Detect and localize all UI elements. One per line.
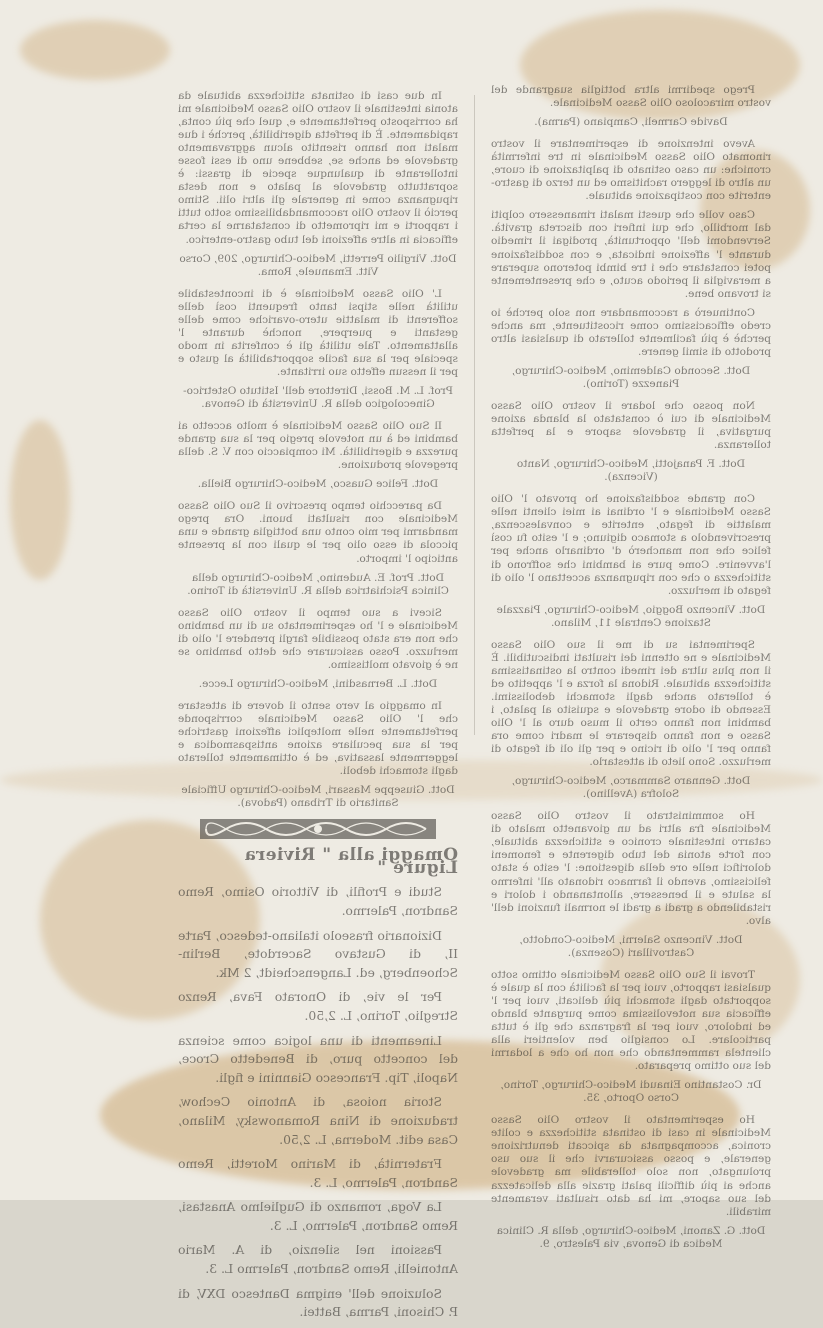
testimonial-text: Avevo intenzione di esperimentare il vostro rinomato Olio Sasso Medicinale in tre infermità croniche: un caso ostinato di palpitazione di cuore, un altro di leggero rachitismo ed un terzo di gastro-enterite con costipazione abituale. <box>491 138 771 203</box>
book-list-item: Storia noiosa, di Antonio Cechow, traduzione di Nina Romanowsky, Milano, Casa edit. Moderna, L. 2,50. <box>178 1094 458 1147</box>
signature: Dott. G. Zanoni, Medico-Chirurgo, della R. Clinica Medica di Genova, via Palestro, 9. <box>496 1224 766 1250</box>
signature: Dott. F. Panajotti, Medico-Chirurgo, Nanto (Vicenza). <box>516 458 746 484</box>
testimonial-text: Con grande soddisfazione ho provato l' Olio Sasso Medicinale e l' ordinai ai miei clienti nelle malattie di fegato, enterite e convalescenza, prescrivendolo a stomaco digiuno; e l' esito fu così felice che non mancherò d' ordinarlo anche per l'avvenire. Come pure ai bambini che soffrono di stitichezza o che con ripugnanza accettano l' olio di fegato di merluzzo. <box>491 493 771 597</box>
signature: Davide Carmeli, Campiano (Parma). <box>534 116 728 129</box>
testimonial-text: Prego spedirmi altra bottiglia suagrande del vostro miracoloso Olio Sasso Medicinale. <box>491 84 771 110</box>
signature: Dott. Gennaro Sammarco, Medico-Chirurgo, Solofra (Avellino). <box>511 775 751 801</box>
book-list-item: Per le vie, di Onorato Fava, Renzo Streglio, Torino, L. 2,50. <box>178 989 458 1023</box>
book-list-item: La Voga, romanzo di Guglielmo Anastasi, Remo Sandron, Palermo, L. 3. <box>178 1199 458 1233</box>
signature: Dott. Vincenzo Boggio, Medico-Chirurgo, Piazzale Stazione Centrale 11, Milano. <box>496 603 766 629</box>
testimonial-text: In due casi di ostinata stitichezza abituale da atonia intestinale il vostro Olio Sasso Medicinale mi ha corrisposto perfettamente e, quel che più conta, rapidamente. È di perfetta digeribilità, perchè i due malati non hanno risentito alcun aggravamento gradevole ed anche se, sebbene uno di essi fosse intollerante di qualunque specie di grassi: è soprattutto gradevole al palato e non desta ripugnanza come in generale gli altri olii. Stimo perciò il vostro Olio raccomandabilissimo sotto tutti i rapporti e mi riprometto di constatarne la certa efficacia in altre affezioni del tubo gastro-enterico. <box>178 90 458 246</box>
testimonial-text: Trovai il Suo Olio Sasso Medicinale ottimo sotto qualsiasi rapporto, vuoi per la facilità con la quale è sopportato dagli stomachi più delicati, vuoi per l' efficacia sua notevolissima come purgante blando ed indoloro, vuoi per la fragranza che gli è tutta particolare. Lo consiglio ben volentieri alla clientela rammentando che non ho che a lodarmi del suo ottimo preparato. <box>491 968 771 1073</box>
testimonial-text: Sicevi a suo tempo il vostro Olio Sasso Medicinale e l' ho esperimentato su di un bambino che non era stato possibile fargli prendere l' olio di merluzzo. Posso assicurare che detto bambino se ne è giovato moltissimo. <box>178 606 458 671</box>
signature: Dr. Costantino Einaudi Medico-Chirurgo, Torino, Corso Oporto, 35. <box>500 1079 762 1105</box>
ornament-divider <box>200 819 436 839</box>
testimonial-text: Il Suo Olio Sasso Medicinale è molto accetto ai bambini ed à un notevole pregio per la sua grande purezza e digeribilità. Mi compiaccio con V. S. della pregevole produzione. <box>178 420 458 472</box>
book-list-item: Passioni nel silenzio, di A. Mario Antonielli, Remo Sandron, Palermo L. 3. <box>178 1242 458 1277</box>
testimonial-text: Non posso che lodare il vostro Olio Sasso Medicinale di cui ò constatato la blanda azione purgativa, il gradevole sapore e la perfetta tolleranza. <box>491 399 771 452</box>
signature: Dott. Vincenzo Salerni, Medico-Condotto, Castrovillari (Cosenza). <box>519 933 743 959</box>
book-list-item: Soluzione dell' enigma Dantesco DXV, di P. Chisoni, Parma, Battei. <box>178 1285 458 1320</box>
signature: Dott. Prof. E. Audenino, Medico-Chirurgo della Clinica Psichiatrica della R. Università di Torino. <box>187 571 449 597</box>
signature: Dott. Felice Guasco, Medico-Chirurgo Biella. <box>197 478 439 491</box>
testimonial-text: Sperimentai su di me il suo Olio Sasso Medicinale e ne ottenni dei risultati indiscutibili. È il non plus ultra dei rimedi contro la ostinatissima stitichezza abituale. Ridona la forza e l' appetito ed è tollerato anche dagli stomachi debolissimi. Essendo di odore gradevole e squisito al palato, i bambini non fanno certo il muso duro al l' Olio Sasso e non fanno disperare le madri come ora fanno per l' olio di ricino e per gli oli di fegato di merluzzo. Sono lieto di attestarlo. <box>491 638 771 769</box>
right-column <box>178 90 458 1328</box>
testimonial-text: Caso volle che questi malati rimanessero colpiti dal morbillo, che qui infieri con discreta gravità. Servendomi dell' opportunità, prodigai il rimedio durante l' affezione indicata, e con soddisfazione potei constatare che i tre bimbi poterono superare a meraviglia il periodo acuto, e che presentemente si trovano bene. <box>491 209 771 300</box>
signature: Dott. L. Bernasdini, Medico-Chirurgo Lecce. <box>198 677 438 690</box>
testimonial-text: Ho somministrato il vostro Olio Sasso Medicinale fra altri ad un giovanetto malato di catarro intestinale cronico e stitichezza abituale, con forte atonia del tubo digerente e fenomeni dolorifici nelle ore della digestione: l' esito è stato felicissimo, avendo il farmaco ridonato all' infermo la salute e il benessere, allontanando i dolori e ristabilendo a gradi a gradi le normali funzioni dell' alvo. <box>491 810 771 927</box>
testimonial-text: Continuerò a raccomandare non solo perchè io credo efficacissimo come ricostituente, ma anche perchè è più facilmente tollerato di qualsiasi altro prodotto di simil genere. <box>491 306 771 358</box>
column-rule <box>474 95 475 735</box>
book-list-item: Fraternità, di Marino Moretti, Remo Sandron, Palermo, L. 3. <box>178 1156 458 1190</box>
left-column <box>491 84 771 1260</box>
book-list-item: Lineamenti di una logica come scienza del concetto puro, di Benedetto Croce, Napoli, Tip. Francesco Giannini e figli. <box>178 1032 458 1085</box>
testimonial-text: In omaggio al vero sento il dovere di attestare che l' Olio Sasso Medicinale corrisponde perfettamente nelle molteplici affezioni gastriche per la sua peculiare azione antispasmodica e leggermente lassativa, ed è ottimamente tollerato dagli stomachi deboli. <box>178 699 458 778</box>
testimonial-text: L' Olio Sasso Medicinale è di incontestabile utilità nelle stipsi tanto frequenti così delle sofferenti di malattie utero-ovariche come delle gestanti e puerpere, nonchè durante l' allattamento. Tale utilità gli è conferita in modo speciale per la sua facile sopportabilità al gusto e per il nessun effetto suo irritante. <box>178 287 458 378</box>
book-list-item: Dizionario fraseolo italiano-tedesco, Parte II, di Gustavo Sacerdote, Berlin-Schoenberg, ed. Langenscheidt, 2 Mk. <box>178 927 458 980</box>
signature: Dott. Giuseppe Massari, Medico-Chirurgo Ufficiale Sanitario di Tribano (Padova). <box>181 784 455 810</box>
omaggi-heading: Omaggi alla " Riviera Ligure " <box>244 845 458 879</box>
signature: Dott. Virgilio Perretti, Medico-Chirurgo, 209, Corso Vitt. Emanuele, Roma. <box>179 252 457 278</box>
signature: Dott. Secondo Caldemino, Medico-Chirurgo, Pianezze (Torino). <box>511 364 751 390</box>
testimonial-text: Da parecchio tempo prescrivo il Suo Olio Sasso Medicinale con risultati buoni. Ora prego mandarmi per mio conto una bottiglia grande e una piccola di esso olio per le quali con la presente anticipo l' importo. <box>178 500 458 565</box>
signature: Prof. L. M. Bossi, Direttore dell' Istituto Ostetrico-Ginecologico della R. Università di Genova. <box>183 384 453 411</box>
book-list-item: Studi e Profili, di Vittorio Osimo, Remo Sandron, Palermo. <box>178 884 458 918</box>
testimonial-text: Ho esperimentato il vostro Olio Sasso Medicinale in casi di ostinata stitichezza e colite cronica, accompagnata da spiccati denutrizione generale, e posso assicurarvi che il suo uso prolungato, non solo tollerabile ma gradevole anche ai più difficili palati grazie alla delicatezza del suo sapore, mi ha dato risultati veramente mirabili. <box>491 1114 771 1218</box>
